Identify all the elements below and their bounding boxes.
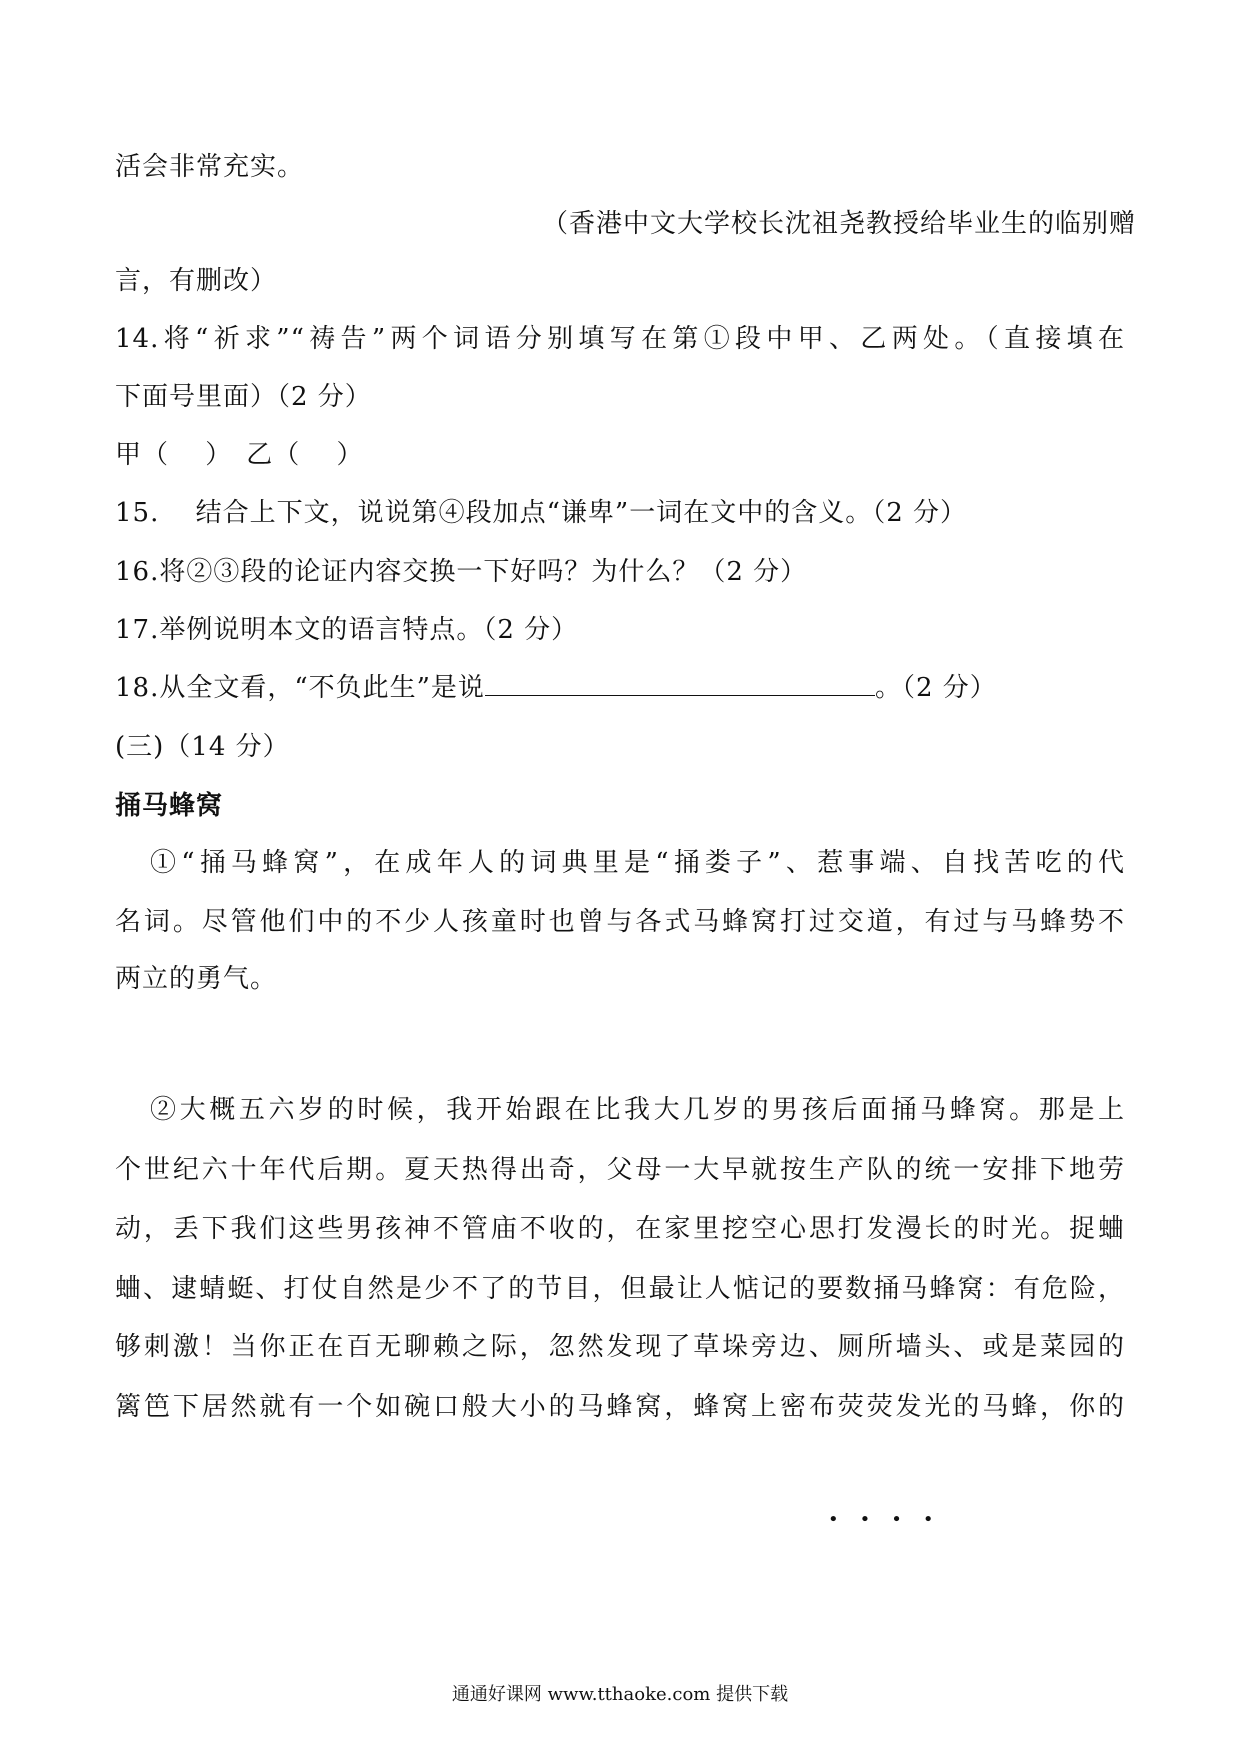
question-14-answer: 甲（ ） 乙（ ） [115,440,364,470]
paragraph-1-line: 名词。尽管他们中的不少人孩童时也曾与各式马蜂窝打过交道，有过与马蜂势不 [115,907,1125,937]
page-footer: 通通好课网 www.tthaoke.com 提供下载 [451,1684,789,1705]
paragraph-1-line: 两立的勇气。 [115,964,278,994]
question-18-score: 。（2 分） [874,673,997,703]
section-heading: (三)（14 分） [115,732,290,762]
paragraph-2-line: ②大概五六岁的时候，我开始跟在比我大几岁的男孩后面捅马蜂窝。那是上 [150,1095,1125,1125]
paragraph-2-line: 个世纪六十年代后期。夏天热得出奇，父母一大早就按生产队的统一安排下地劳 [115,1155,1125,1185]
citation-line: 言，有删改） [115,266,278,296]
question-16: 16.将②③段的论证内容交换一下好吗？为什么？（2 分） [115,557,808,587]
text-line: 活会非常充实。 [115,152,305,182]
paragraph-2-line: 蛐、逮蜻蜓、打仗自然是少不了的节目，但最让人惦记的要数捅马蜂窝：有危险， [115,1274,1125,1304]
question-15: 15. 结合上下文，说说第④段加点“谦卑”一词在文中的含义。（2 分） [115,498,968,528]
question-17: 17.举例说明本文的语言特点。（2 分） [115,615,579,645]
article-title: 捅马蜂窝 [115,791,224,821]
question-14-cont: 下面号里面）（2 分） [115,382,372,412]
answer-blank [485,671,875,696]
paragraph-2-line: 够刺激！当你正在百无聊赖之际，忽然发现了草垛旁边、厕所墙头、或是菜园的 [115,1332,1125,1362]
question-18-text: 18.从全文看，“不负此生”是说 [115,673,485,703]
question-18 [115,671,997,705]
paragraph-2-line: 篱笆下居然就有一个如碗口般大小的马蜂窝，蜂窝上密布荧荧发光的马蜂，你的 [115,1392,1125,1422]
paragraph-1-line: ①“捅马蜂窝”，在成年人的词典里是“捅娄子”、惹事端、自找苦吃的代 [150,848,1125,878]
question-14: 14.将“祈求”“祷告”两个词语分别填写在第①段中甲、乙两处。（直接填在 [115,324,1125,354]
emphasis-dots: •••• [828,1509,955,1530]
paragraph-2-line: 动，丢下我们这些男孩神不管庙不收的，在家里挖空心思打发漫长的时光。捉蛐 [115,1214,1125,1244]
citation-line: （香港中文大学校长沈祖尧教授给毕业生的临别赠 [541,209,1136,239]
